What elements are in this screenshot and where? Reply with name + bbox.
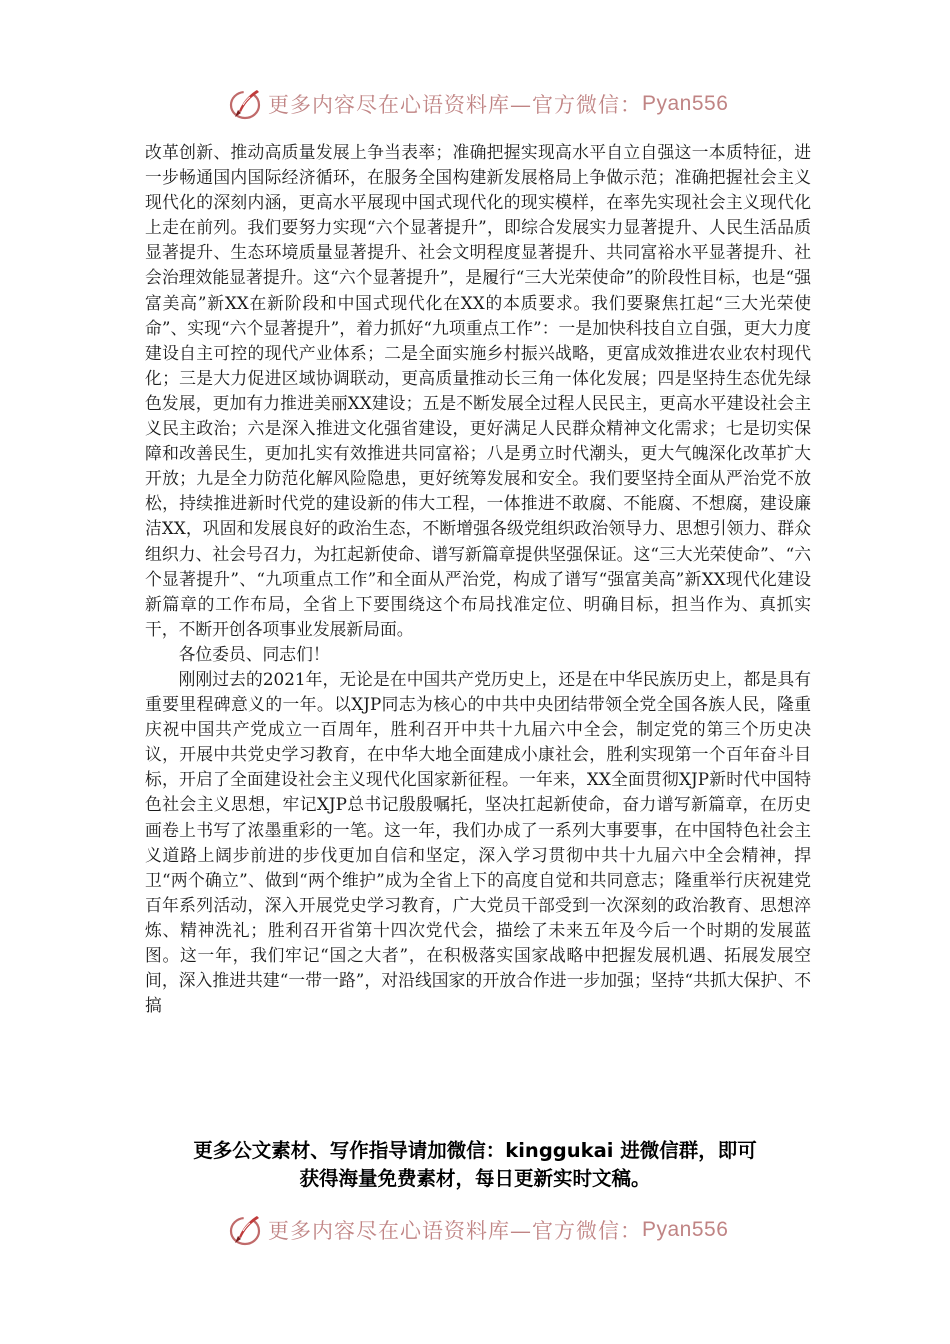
watermark-text: 更多内容尽在心语资料库—官方微信： [268,1219,642,1243]
watermark-account: Pyan556 [642,1218,729,1241]
quill-pen-logo-icon [228,1212,264,1248]
promo-line-1: 更多公文素材、写作指导请加微信：kinggukai 进微信群，即可 [193,1139,757,1162]
body-paragraph-2: 刚刚过去的2021年，无论是在中国共产党历史上，还是在中华民族历史上，都是具有重要里程碑意义的一年。以XJP同志为核心的中共中央团结带领全党全国各族人民，隆重庆祝中国共产党成立一百周年，胜利召开中共十九届六中全会，制定党的第三个历史决议，开展中共党史学习教育，在中华大地全面建成小康社会，胜利实现第一个百年奋斗目标，开启了全面建设社会主义现代化国家新征程。一年来，XX全面贯彻XJP新时代中国特色社会主义思想，牢记XJP总书记殷殷嘱托，坚决扛起新使命，奋力谱写新篇章，在历史画卷上书写了浓墨重彩的一笔。这一年，我们办成了一系列大事要事，在中国特色社会主义道路上阔步前进的步伐更加自信和坚定，深入学习贯彻中共十九届六中全会精神，捍卫“两个确立”、做到“两个维护”成为全省上下的高度自觉和共同意志；隆重举行庆祝建党百年系列活动，深入开展党史学习教育，广大党员干部受到一次深刻的政治教育、思想淬炼、精神洗礼；胜利召开省第十四次党代会，描绘了未来五年及今后一个时期的发展蓝图。这一年，我们牢记“国之大者”，在积极落实国家战略中把握发展机遇、拓展发展空间，深入推进共建“一带一路”，对沿线国家的开放合作进一步加强；坚持“共抓大保护、不搞 [145,668,811,1016]
promo-line-2: 获得海量免费素材，每日更新实时文稿。 [299,1167,651,1190]
footer-watermark [228,1210,728,1250]
watermark-account: Pyan556 [642,92,729,115]
quill-pen-logo-icon [228,86,264,122]
document-body [145,140,811,1018]
header-watermark [228,84,728,124]
watermark-text: 更多内容尽在心语资料库—官方微信： [268,93,642,117]
body-paragraph-1: 改革创新、推动高质量发展上争当表率；准确把握实现高水平自立自强这一本质特征，进一步畅通国内国际经济循环，在服务全国构建新发展格局上争做示范；准确把握社会主义现代化的深刻内涵，更高水平展现中国式现代化的现实模样，在率先实现社会主义现代化上走在前列。我们要努力实现“六个显著提升”，即综合发展实力显著提升、人民生活品质显著提升、生态环境质量显著提升、社会文明程度显著提升、共同富裕水平显著提升、社会治理效能显著提升。这“六个显著提升”，是履行“三大光荣使命”的阶段性目标，也是“强富美高”新XX在新阶段和中国式现代化在XX的本质要求。我们要聚焦扛起“三大光荣使命”、实现“六个显著提升”，着力抓好“九项重点工作”：一是加快科技自立自强，更大力度建设自主可控的现代产业体系；二是全面实施乡村振兴战略，更富成效推进农业农村现代化；三是大力促进区域协调联动，更高质量推动长三角一体化发展；四是坚持生态优先绿色发展，更加有力推进美丽XX建设；五是不断发展全过程人民民主，更高水平建设社会主义民主政治；六是深入推进文化强省建设，更好满足人民群众精神文化需求；七是切实保障和改善民生，更加扎实有效推进共同富裕；八是勇立时代潮头，更大气魄深化改革扩大开放；九是全力防范化解风险隐患，更好统筹发展和安全。我们要坚持全面从严治党不放松，持续推进新时代党的建设新的伟大工程，一体推进不敢腐、不能腐、不想腐，建设廉洁XX，巩固和发展良好的政治生态，不断增强各级党组织政治领导力、思想引领力、群众组织力、社会号召力，为扛起新使命、谱写新篇章提供坚强保证。这“三大光荣使命”、“六个显著提升”、“九项重点工作”和全面从严治党，构成了谱写“强富美高”新XX现代化建设新篇章的工作布局，全省上下要围绕这个布局找准定位、明确目标，担当作为、真抓实干，不断开创各项事业发展新局面。 [145,142,811,639]
salutation-paragraph: 各位委员、同志们！ [178,643,330,664]
promo-notice [120,1137,830,1193]
